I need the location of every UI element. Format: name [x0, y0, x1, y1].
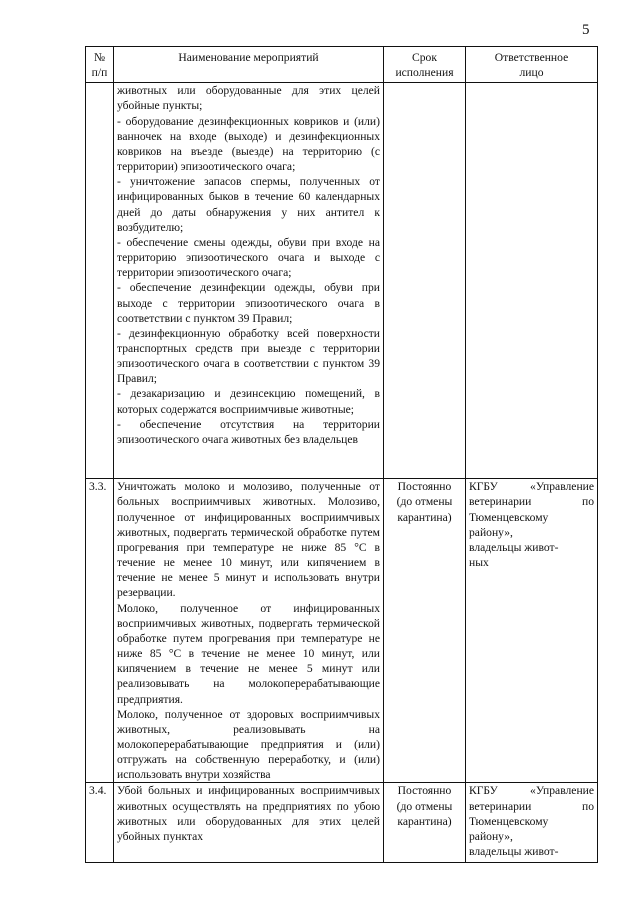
page-number: 5 [582, 22, 590, 38]
row-name: Убой больных и инфицированных восприимчивых животных осуществлять на предприятиях по убою животных или оборудованных для этих целей убойных пунктах [114, 783, 384, 863]
header-num: № п/п [86, 47, 114, 83]
row-responsible: КГБУ «Управление ветеринарии по Тюменцевскому району», владельцы живот- ных [466, 479, 598, 783]
row-term [384, 83, 466, 479]
table-header [86, 47, 598, 83]
row-num: 3.4. [86, 783, 114, 863]
header-term: Срок исполнения [384, 47, 466, 83]
row-responsible [466, 83, 598, 479]
row-term: Постоянно (до отмены карантина) [384, 479, 466, 783]
row-responsible: КГБУ «Управление ветеринарии по Тюменцевскому району», владельцы живот- [466, 783, 598, 863]
row-term: Постоянно (до отмены карантина) [384, 783, 466, 863]
row-num [86, 83, 114, 479]
row-num: 3.3. [86, 479, 114, 783]
measures-table [85, 46, 598, 863]
header-name: Наименование мероприятий [114, 47, 384, 83]
row-name: Уничтожать молоко и молозиво, полученные от больных восприимчивых животных. Молозиво, полученное от инфицированных восприимчивых животных, подвергать термической обработке путем прогревания при температуре не ниже 85 °С в течение не менее 10 минут, или кипячением в течение не менее 5 минут и использовать внутри резервации. Молоко, полученное от инфицированных восприимчивых животных, подвергать термической обработке путем прогревания при температуре не ниже 85 °С в течение не менее 10 минут, или кипячением в течение не менее 5 минут или реализовывать на молокоперерабатывающие предприятия. Молоко, полученное от здоровых восприимчивых животных, реализовывать на молокоперерабатывающие предприятия и (или) отгружать на собственную переработку, и (или) использовать внутри хозяйства [114, 479, 384, 783]
table-row [86, 83, 598, 479]
table-row [86, 479, 598, 783]
row-name: животных или оборудованные для этих целей убойные пункты; - оборудование дезинфекционных ковриков и (или) ванночек на входе (выходе) и дезинфекционных ковриков на въезде (выезде) на территорию (с территории) эпизоотического очага; - уничтожение запасов спермы, полученных от инфицированных быков в течение 60 календарных дней до даты обнаружения у них антител к возбудителю; - обеспечение смены одежды, обуви при входе на территорию эпизоотического очага и выходе с территории эпизоотического очага; - обеспечение дезинфекции одежды, обуви при выходе с территории эпизоотического очага в соответствии с пунктом 39 Правил; - дезинфекционную обработку всей поверхности транспортных средств при выезде с территории эпизоотического очага в соответствии с пунктом 39 Правил; - дезакаризацию и дезинсекцию помещений, в которых содержатся восприимчивые животные; - обеспечение отсутствия на территории эпизоотического очага животных без владельцев [114, 83, 384, 479]
header-responsible: Ответственное лицо [466, 47, 598, 83]
table-row [86, 783, 598, 863]
